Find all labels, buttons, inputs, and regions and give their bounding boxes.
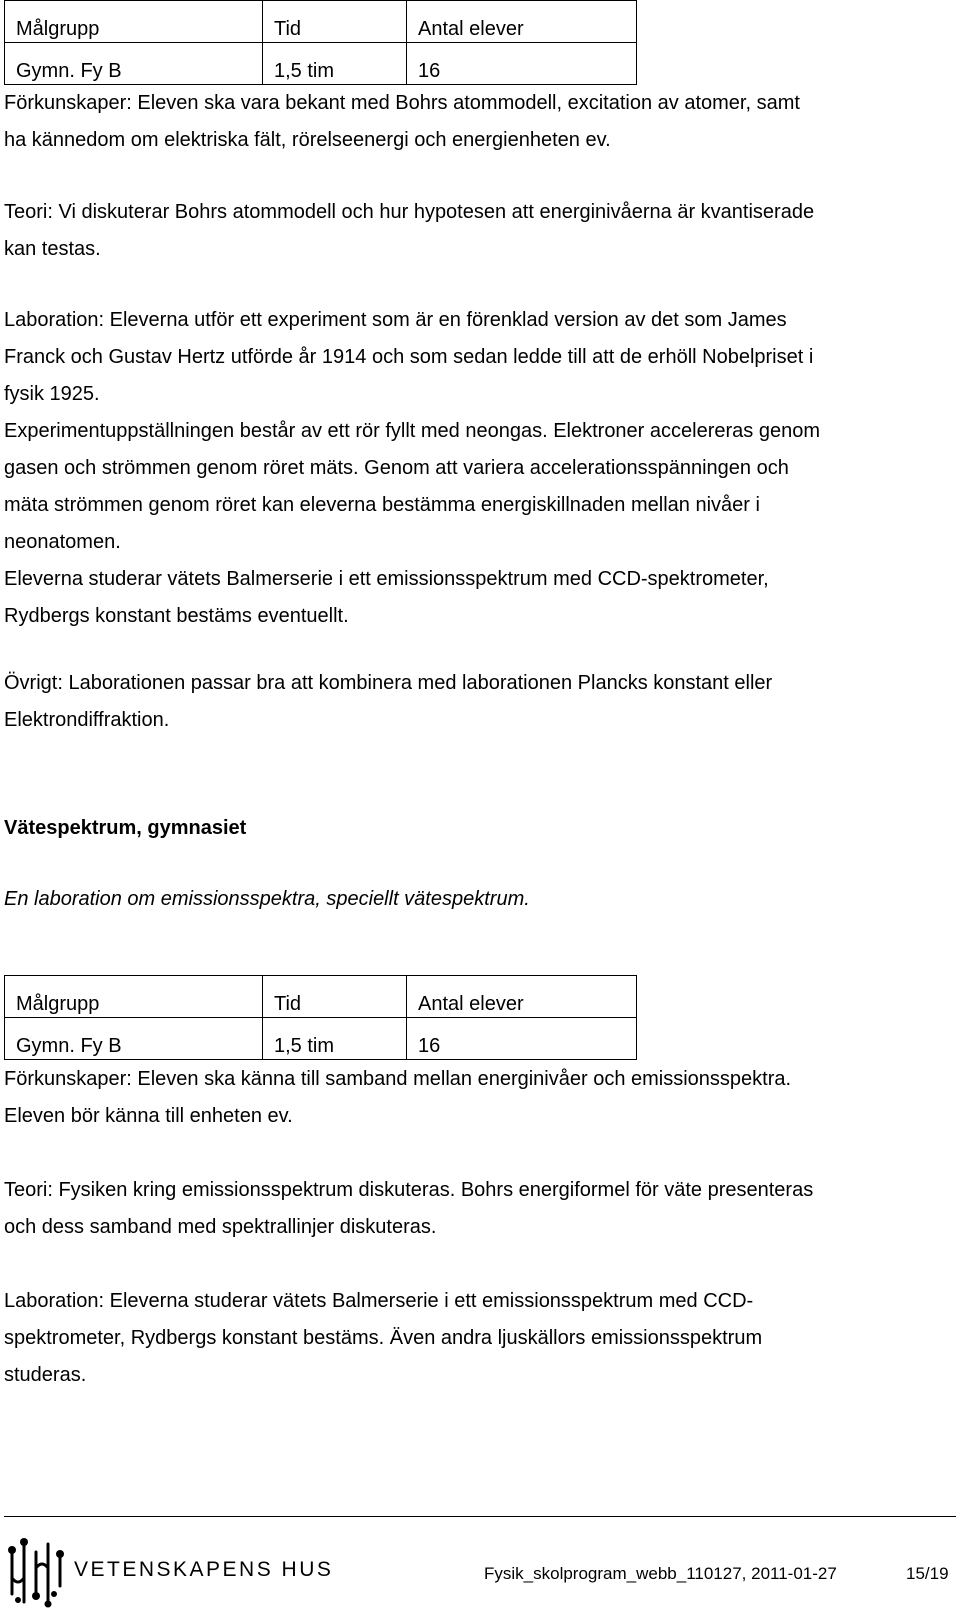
theory-paragraph xyxy=(4,194,814,268)
text-line: Rydbergs konstant bestäms eventuellt. xyxy=(4,605,349,627)
footer-file-info: Fysik_skolprogram_webb_110127, 2011-01-27 xyxy=(484,1564,837,1583)
table-header-cell: Målgrupp xyxy=(5,1,263,43)
table-header-row xyxy=(5,1,637,43)
text-line: Övrigt: Laborationen passar bra att kombinera med laborationen Plancks konstant eller xyxy=(4,672,773,694)
table-cell: Gymn. Fy B xyxy=(5,1018,263,1060)
text-line: Teori: Vi diskuterar Bohrs atommodell och hur hypotesen att energinivåerna är kvantiserade xyxy=(4,201,815,223)
laboration-paragraph xyxy=(4,1283,762,1394)
text-line: kan testas. xyxy=(4,238,101,260)
text-line: Franck och Gustav Hertz utförde år 1914 och som sedan ledde till att de erhöll Nobelpriset i xyxy=(4,346,814,368)
text-line: ha kännedom om elektriska fält, rörelseenergi och energienheten ev. xyxy=(4,129,611,151)
text-line: Elektrondiffraktion. xyxy=(4,709,170,731)
table-cell: 16 xyxy=(407,43,637,85)
table-row xyxy=(5,43,637,85)
text-line: Experimentuppställningen består av ett rör fyllt med neongas. Elektroner accelereras genom xyxy=(4,420,820,442)
table-header-cell: Målgrupp xyxy=(5,976,263,1018)
prerequisites-paragraph xyxy=(4,1061,791,1135)
text-line: neonatomen. xyxy=(4,531,121,553)
table-cell: Gymn. Fy B xyxy=(5,43,263,85)
theory-paragraph xyxy=(4,1172,813,1246)
section-subtitle: En laboration om emissionsspektra, speciellt vätespektrum. xyxy=(4,888,530,910)
text-line: och dess samband med spektrallinjer diskuteras. xyxy=(4,1216,437,1238)
footer-page-number: 15/19 xyxy=(906,1564,949,1583)
text-line: Laboration: Eleverna utför ett experiment som är en förenklad version av det som James xyxy=(4,309,787,331)
table-cell: 1,5 tim xyxy=(263,43,407,85)
prerequisites-paragraph xyxy=(4,85,800,159)
laboration-paragraph xyxy=(4,302,820,635)
text-line: Teori: Fysiken kring emissionsspektrum diskuteras. Bohrs energiformel för väte presenteras xyxy=(4,1179,814,1201)
logo-text: VETENSKAPENS HUS xyxy=(74,1558,334,1581)
text-line: gasen och strömmen genom röret mäts. Genom att variera accelerationsspänningen och xyxy=(4,457,789,479)
text-line: mäta strömmen genom röret kan eleverna bestämma energiskillnaden mellan nivåer i xyxy=(4,494,760,516)
text-line: Förkunskaper: Eleven ska vara bekant med Bohrs atommodell, excitation av atomer, samt xyxy=(4,92,800,114)
info-table-2 xyxy=(4,975,637,1060)
other-paragraph xyxy=(4,665,772,739)
text-line: Eleverna studerar vätets Balmerserie i ett emissionsspektrum med CCD-spektrometer, xyxy=(4,568,769,590)
text-line: Laboration: Eleverna studerar vätets Balmerserie i ett emissionsspektrum med CCD- xyxy=(4,1290,754,1312)
table-header-cell: Tid xyxy=(263,976,407,1018)
table-cell: 16 xyxy=(407,1018,637,1060)
footer-logo xyxy=(4,1538,334,1608)
text-line: studeras. xyxy=(4,1364,87,1386)
table-cell: 1,5 tim xyxy=(263,1018,407,1060)
section-title: Vätespektrum, gymnasiet xyxy=(4,817,247,839)
text-line: fysik 1925. xyxy=(4,383,100,405)
text-line: Eleven bör känna till enheten ev. xyxy=(4,1105,293,1127)
text-line: spektrometer, Rydbergs konstant bestäms. Även andra ljuskällors emissionsspektrum xyxy=(4,1327,763,1349)
table-header-cell: Antal elever xyxy=(407,976,637,1018)
table-row xyxy=(5,1018,637,1060)
table-header-cell: Antal elever xyxy=(407,1,637,43)
table-header-row xyxy=(5,976,637,1018)
info-table-1 xyxy=(4,0,637,85)
table-header-cell: Tid xyxy=(263,1,407,43)
tuning-fork-logo-icon xyxy=(4,1538,66,1608)
footer-divider xyxy=(4,1516,956,1517)
text-line: Förkunskaper: Eleven ska känna till samband mellan energinivåer och emissionsspektra. xyxy=(4,1068,792,1090)
